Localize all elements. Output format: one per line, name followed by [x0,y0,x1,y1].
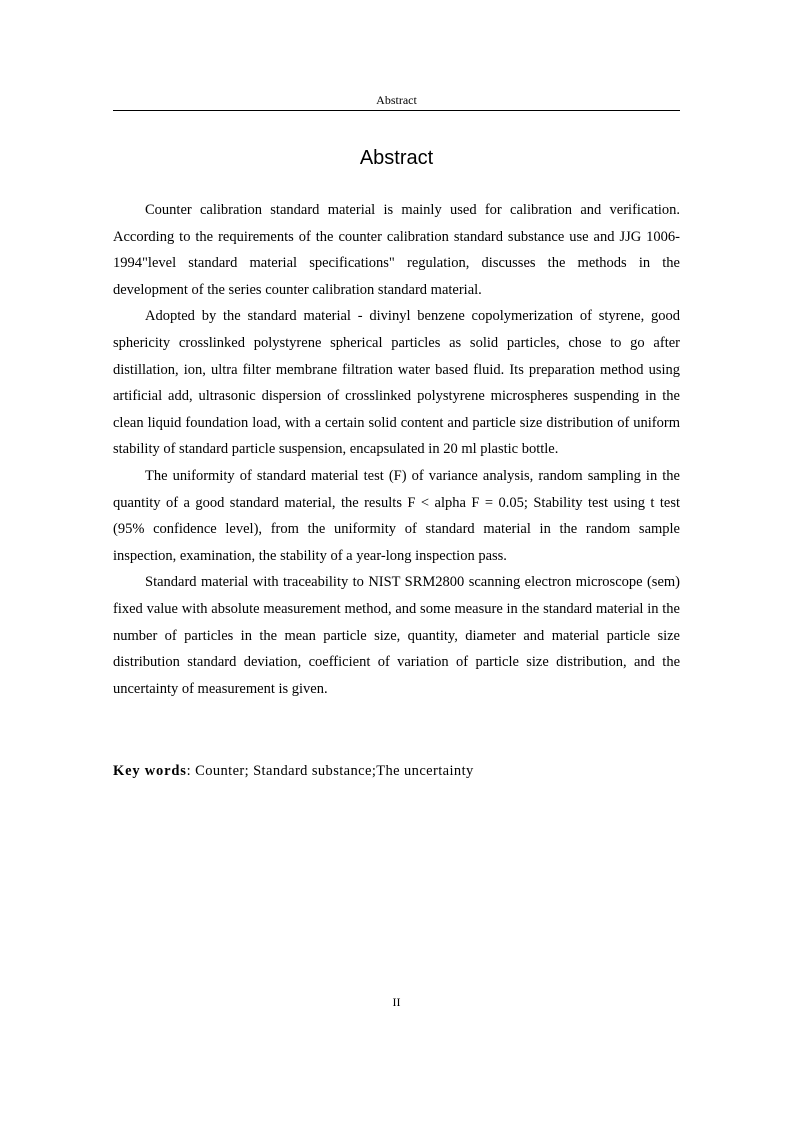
keywords-label: Key words [113,763,187,779]
abstract-paragraph-1: Counter calibration standard material is mainly used for calibration and verification. According to the requirements of the counter calibration standard substance use and JJG 1006-1994"level standard material specifications" regulation, discusses the methods in the development of the series counter calibration standard material. [113,202,680,298]
abstract-paragraph-4: Standard material with traceability to NIST SRM2800 scanning electron microscope (sem) fixed value with absolute measurement method, and some measure in the standard material in the number of particles in the mean particle size, quantity, diameter and material particle size distribution standard deviation, coefficient of variation of particle size distribution, and the uncertainty of measurement is given. [113,574,680,697]
running-header: Abstract [376,93,417,107]
keywords-line [113,758,680,784]
keywords-separator: : [186,763,196,779]
keywords-text: Counter; Standard substance;The uncertainty [195,763,474,779]
header-rule [113,110,680,111]
abstract-paragraph-3: The uniformity of standard material test (F) of variance analysis, random sampling in the quantity of a good standard material, the results F < alpha F = 0.05; Stability test using t test (95% confidence level), from the uniformity of standard material in the random sample inspection, examination, the stability of a year-long inspection pass. [113,467,680,564]
page-title: Abstract [359,147,434,169]
abstract-paragraph-2: Adopted by the standard material - divinyl benzene copolymerization of styrene, good sphericity crosslinked polystyrene spherical particles as solid particles, chose to go after distillation, ion, ultra filter membrane filtration water based fluid. Its preparation method using artificial add, ultrasonic dispersion of crosslinked polystyrene microspheres suspending in the clean liquid foundation load, with a certain solid content and particle size distribution of uniform stability of standard particle suspension, encapsulated in 20 ml plastic bottle. [113,308,680,458]
page-number: II [392,995,401,1009]
abstract-body [113,197,680,702]
